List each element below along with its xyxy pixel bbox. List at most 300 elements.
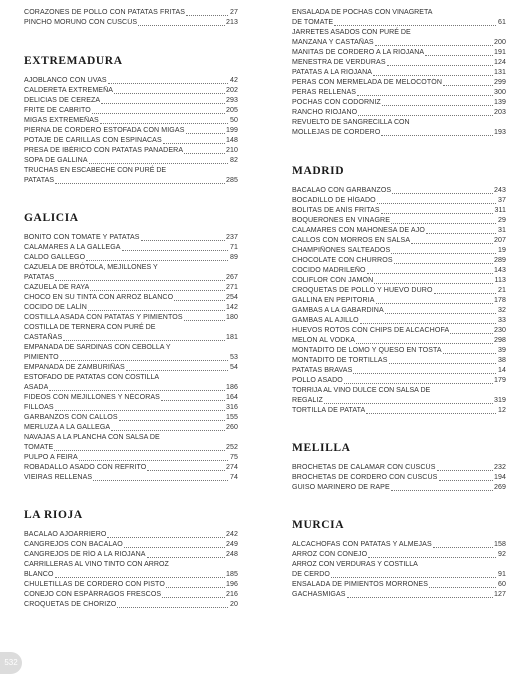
- entry-row: [292, 108, 506, 118]
- entry-title: GACHASMIGAS: [292, 591, 346, 598]
- entry-title: TORTILLA DE PATATA: [292, 407, 366, 414]
- index-entry: [24, 580, 238, 590]
- entry-page-number: 196: [225, 581, 238, 588]
- region-continued: [292, 8, 506, 138]
- entry-page-number: 300: [493, 89, 506, 96]
- index-entry: [292, 118, 506, 138]
- entry-title: BONITO CON TOMATE Y PATATAS: [24, 234, 140, 241]
- index-entry: [24, 253, 238, 263]
- entry-title: BROCHETAS DE CORDERO CON CUSCÚS: [292, 474, 438, 481]
- index-entry: [292, 48, 506, 58]
- dot-leader: [111, 430, 225, 431]
- index-entry: [24, 76, 238, 86]
- entry-page-number: 207: [493, 237, 506, 244]
- region-title: MELILLA: [292, 442, 351, 454]
- dot-leader: [411, 243, 493, 244]
- dot-leader: [324, 403, 493, 404]
- entry-page-number: 186: [225, 384, 238, 391]
- index-entry: [292, 246, 506, 256]
- index-entry: [292, 406, 506, 416]
- entry-title: GAMBAS A LA GABARDINA: [292, 307, 384, 314]
- entry-page-number: 21: [497, 287, 506, 294]
- entry-row: [24, 156, 238, 166]
- entry-title: PINCHO MORUNO CON CUSCÚS: [24, 19, 138, 26]
- entry-row: [292, 128, 506, 138]
- entry-row: [292, 463, 506, 473]
- entry-row: [24, 580, 238, 590]
- entry-page-number: 29: [497, 217, 506, 224]
- entry-row: [292, 483, 506, 493]
- index-entry: [292, 483, 506, 493]
- entry-page-number: 53: [229, 354, 238, 361]
- entry-page-number: 89: [229, 254, 238, 261]
- entry-title: COCIDO MADRILEÑO: [292, 267, 366, 274]
- entry-row: [292, 186, 506, 196]
- entry-title: PERAS CON MERMELADA DE MELOCOTÓN: [292, 79, 443, 86]
- dot-leader: [344, 383, 493, 384]
- dot-leader: [126, 370, 228, 371]
- entry-row: [24, 116, 238, 126]
- entry-title: BROCHETAS DE CALAMAR CON CUSCÚS: [292, 464, 436, 471]
- index-entry: [292, 226, 506, 236]
- index-entry: [24, 550, 238, 560]
- index-entry: [292, 256, 506, 266]
- entry-page-number: 12: [497, 407, 506, 414]
- dot-leader: [147, 557, 225, 558]
- index-entry: [292, 580, 506, 590]
- entry-title-line1: ARROZ CON VERDURAS Y COSTILLA: [292, 561, 418, 568]
- entry-title: CALLOS CON MORROS EN SALSA: [292, 237, 411, 244]
- entry-row: [292, 68, 506, 78]
- entry-row: [24, 146, 238, 156]
- entry-page-number: 254: [225, 294, 238, 301]
- dot-leader: [184, 153, 225, 154]
- entry-row: [292, 206, 506, 216]
- dot-leader: [392, 193, 493, 194]
- entry-page-number: 92: [497, 551, 506, 558]
- index-entry: [292, 78, 506, 88]
- index-entry: [292, 88, 506, 98]
- dot-leader: [381, 213, 494, 214]
- entry-title: RANCHO RIOJANO: [292, 109, 358, 116]
- entry-page-number: 267: [225, 274, 238, 281]
- dot-leader: [377, 203, 496, 204]
- entry-page-number: 127: [493, 591, 506, 598]
- entry-page-number: 20: [229, 601, 238, 608]
- index-entry: [292, 236, 506, 246]
- entry-title-line1: COSTILLA DE TERNERA CON PURÉ DE: [24, 324, 156, 331]
- index-entry: [292, 68, 506, 78]
- entry-row: [24, 590, 238, 600]
- index-entry: [292, 266, 506, 276]
- dot-leader: [117, 607, 228, 608]
- entry-title: AJOBLANCO CON UVAS: [24, 77, 107, 84]
- entry-page-number: 316: [225, 404, 238, 411]
- entry-title: MELÓN AL VODKA: [292, 337, 356, 344]
- dot-leader: [439, 480, 493, 481]
- dot-leader: [166, 587, 225, 588]
- entry-row: [292, 48, 506, 58]
- dot-leader: [93, 480, 228, 481]
- entry-row: [24, 463, 238, 473]
- dot-leader: [334, 25, 496, 26]
- entry-title: GUISO MARINERO DE RAPE: [292, 484, 390, 491]
- index-entry: [24, 166, 238, 186]
- dot-leader: [358, 115, 493, 116]
- entry-title: CORAZONES DE POLLO CON PATATAS FRITAS: [24, 9, 186, 16]
- index-entry: [24, 116, 238, 126]
- entry-title: PATATAS: [24, 177, 55, 184]
- region-title: MURCIA: [292, 519, 345, 531]
- entry-title: FILLOAS: [24, 404, 54, 411]
- dot-leader: [138, 25, 225, 26]
- entry-page-number: 14: [497, 367, 506, 374]
- dot-leader: [385, 313, 496, 314]
- entry-row: [24, 283, 238, 293]
- dot-leader: [368, 557, 496, 558]
- entry-page-number: 210: [225, 147, 238, 154]
- entry-row: [24, 413, 238, 423]
- entry-page-number: 139: [493, 99, 506, 106]
- dot-leader: [357, 95, 493, 96]
- entry-row: [292, 78, 506, 88]
- entry-page-number: 61: [497, 19, 506, 26]
- entry-title: POCHAS CON CODORNIZ: [292, 99, 381, 106]
- entry-page-number: 180: [225, 314, 238, 321]
- index-entry: [24, 303, 238, 313]
- entry-row: [292, 590, 506, 600]
- entry-row: [292, 88, 506, 98]
- entry-row: [24, 473, 238, 483]
- region-title: GALICIA: [24, 212, 79, 224]
- entry-title: PULPO A FEIRA: [24, 454, 78, 461]
- dot-leader: [426, 233, 496, 234]
- index-entry: [292, 356, 506, 366]
- entry-row: [24, 233, 238, 243]
- entry-title: PATATAS: [24, 274, 55, 281]
- entry-row: [292, 326, 506, 336]
- entry-title: CAZUELA DE RAYA: [24, 284, 90, 291]
- index-entry: [24, 540, 238, 550]
- entry-page-number: 293: [225, 97, 238, 104]
- right-column: [292, 8, 506, 626]
- entry-title: BACALAO CON GARBANZOS: [292, 187, 392, 194]
- dot-leader: [55, 280, 225, 281]
- entry-title: BACALAO AJOARRIERO: [24, 531, 107, 538]
- dot-leader: [374, 283, 493, 284]
- dot-leader: [60, 360, 228, 361]
- dot-leader: [55, 577, 225, 578]
- entry-page-number: 319: [493, 397, 506, 404]
- entry-title: BLANCO: [24, 571, 54, 578]
- entry-page-number: 143: [493, 267, 506, 274]
- index-entry: [24, 263, 238, 283]
- entry-title: SOPA DE GALLINA: [24, 157, 88, 164]
- entry-title: ENSALADA DE PIMIENTOS MORRONES: [292, 581, 429, 588]
- index-entry: [24, 423, 238, 433]
- entry-title: CROQUETAS DE CHORIZO: [24, 601, 117, 608]
- entry-page-number: 31: [497, 227, 506, 234]
- entry-row: [24, 423, 238, 433]
- index-entry: [292, 540, 506, 550]
- entry-title: DE TOMATE: [292, 19, 334, 26]
- index-entry: [292, 550, 506, 560]
- index-entry: [292, 286, 506, 296]
- index-entry: [292, 326, 506, 336]
- entry-title: ROBADALLO ASADO CON REFRITO: [24, 464, 147, 471]
- entry-page-number: 131: [493, 69, 506, 76]
- entry-row: [292, 550, 506, 560]
- dot-leader: [90, 290, 224, 291]
- entry-title: ASADA: [24, 384, 49, 391]
- entry-page-number: 230: [493, 327, 506, 334]
- dot-leader: [389, 363, 496, 364]
- entry-title: CHAMPIÑONES SALTEADOS: [292, 247, 391, 254]
- index-entry: [24, 433, 238, 453]
- dot-leader: [443, 85, 493, 86]
- entry-title-line1: JARRETES ASADOS CON PURÉ DE: [292, 29, 411, 36]
- entry-page-number: 82: [229, 157, 238, 164]
- entry-row: [292, 473, 506, 483]
- entry-page-number: 299: [493, 79, 506, 86]
- entry-title: POTAJE DE CARILLAS CON ESPINACAS: [24, 137, 162, 144]
- entry-row: [292, 396, 506, 406]
- entry-page-number: 148: [225, 137, 238, 144]
- entry-title-line1: NAVAJAS A LA PLANCHA CON SALSA DE: [24, 434, 160, 441]
- entry-row: [24, 176, 238, 186]
- entry-page-number: 271: [225, 284, 238, 291]
- dot-leader: [429, 587, 496, 588]
- index-entry: [24, 96, 238, 106]
- dot-leader: [331, 577, 496, 578]
- entry-row: [24, 403, 238, 413]
- entry-row: [24, 333, 238, 343]
- dot-leader: [433, 547, 493, 548]
- entry-row: [292, 346, 506, 356]
- index-entry: [292, 560, 506, 580]
- index-entry: [292, 346, 506, 356]
- entry-title-line1: ESTOFADO DE PATATAS CON COSTILLA: [24, 374, 160, 381]
- entry-title: CANGREJOS CON BACALAO: [24, 541, 123, 548]
- dot-leader: [381, 135, 493, 136]
- index-entry: [292, 336, 506, 346]
- entry-title: CALDERETA EXTREMEÑA: [24, 87, 114, 94]
- entry-page-number: 311: [494, 207, 506, 214]
- entry-row: [292, 246, 506, 256]
- index-entry: [292, 463, 506, 473]
- entry-row: [24, 443, 238, 453]
- entry-page-number: 199: [225, 127, 238, 134]
- entry-page-number: 19: [497, 247, 506, 254]
- entry-title-line1: CAZUELA DE BRÓTOLA, MEJILLONES Y: [24, 264, 158, 271]
- entry-row: [24, 243, 238, 253]
- entry-page-number: 38: [497, 357, 506, 364]
- entry-title: PATATAS A LA RIOJANA: [292, 69, 373, 76]
- entry-title: POLLO ASADO: [292, 377, 343, 384]
- index-entry: [292, 216, 506, 226]
- entry-title: DELICIAS DE CEREZA: [24, 97, 101, 104]
- region-madrid: [292, 165, 506, 416]
- entry-page-number: 75: [229, 454, 238, 461]
- entry-page-number: 194: [493, 474, 506, 481]
- index-entry: [24, 156, 238, 166]
- entry-row: [24, 540, 238, 550]
- entry-page-number: 33: [497, 317, 506, 324]
- entry-page-number: 142: [225, 304, 238, 311]
- entry-title: MENESTRA DE VERDURAS: [292, 59, 386, 66]
- index-entry: [24, 363, 238, 373]
- entry-page-number: 202: [225, 87, 238, 94]
- entry-row: [24, 106, 238, 116]
- dot-leader: [450, 333, 493, 334]
- index-entry: [292, 386, 506, 406]
- entry-title: PATATAS BRAVAS: [292, 367, 353, 374]
- entry-row: [24, 393, 238, 403]
- index-entry: [24, 233, 238, 243]
- entry-row: [292, 286, 506, 296]
- entry-page-number: 60: [497, 581, 506, 588]
- entry-page-number: 260: [225, 424, 238, 431]
- index-entry: [24, 403, 238, 413]
- entry-page-number: 232: [493, 464, 506, 471]
- entry-title-line1: EMPANADA DE SARDINAS CON CEBOLLA Y: [24, 344, 171, 351]
- dot-leader: [184, 320, 225, 321]
- entry-title: GAMBAS AL AJILLO: [292, 317, 359, 324]
- dot-leader: [375, 45, 493, 46]
- dot-leader: [114, 93, 225, 94]
- entry-page-number: 289: [493, 257, 506, 264]
- dot-leader: [391, 490, 493, 491]
- entry-title: CROQUETAS DE POLLO Y HUEVO DURO: [292, 287, 433, 294]
- entry-title: REGALIZ: [292, 397, 323, 404]
- entry-title: MIGAS EXTREMEÑAS: [24, 117, 99, 124]
- entry-title: COCIDO DE LALÍN: [24, 304, 87, 311]
- index-entry: [24, 293, 238, 303]
- entry-title: DE CERDO: [292, 571, 330, 578]
- entry-page-number: 203: [493, 109, 506, 116]
- entry-page-number: 179: [493, 377, 506, 384]
- index-entry: [24, 590, 238, 600]
- entry-title: TOMATE: [24, 444, 54, 451]
- entry-title: MONTADITO DE TORTILLAS: [292, 357, 388, 364]
- entry-title: MANZANA Y CASTAÑAS: [292, 39, 374, 46]
- index-entry: [24, 393, 238, 403]
- entry-row: [24, 453, 238, 463]
- dot-leader: [186, 15, 228, 16]
- index-entry: [24, 86, 238, 96]
- dot-leader: [147, 470, 225, 471]
- entry-title: CHOCOLATE CON CHURROS: [292, 257, 393, 264]
- page-number: 532: [4, 658, 18, 667]
- entry-title: CASTAÑAS: [24, 334, 63, 341]
- dot-leader: [92, 113, 225, 114]
- dot-leader: [55, 410, 225, 411]
- index-entry: [24, 413, 238, 423]
- entry-page-number: 249: [225, 541, 238, 548]
- entry-row: [24, 76, 238, 86]
- entry-page-number: 200: [493, 39, 506, 46]
- entry-title: GARBANZOS CON CALLOS: [24, 414, 118, 421]
- entry-title-line1: REVUELTO DE SANGRECILLA CON: [292, 119, 410, 126]
- entry-title: MONTADITO DE LOMO Y QUESO EN TOSTA: [292, 347, 442, 354]
- dot-leader: [366, 413, 496, 414]
- index-entry: [292, 28, 506, 48]
- entry-title: GALLINA EN PEPITORIA: [292, 297, 375, 304]
- entry-title: MANITAS DE CORDERO A LA RIOJANA: [292, 49, 425, 56]
- entry-row: [24, 570, 238, 580]
- entry-row: [24, 8, 238, 18]
- region-melilla: [292, 442, 506, 493]
- entry-page-number: 181: [225, 334, 238, 341]
- region-murcia: [292, 519, 506, 600]
- entry-page-number: 248: [225, 551, 238, 558]
- entry-page-number: 298: [493, 337, 506, 344]
- entry-page-number: 242: [225, 531, 238, 538]
- entry-title-line1: TORRIJA AL VINO DULCE CON SALSA DE: [292, 387, 431, 394]
- index-entry: [292, 206, 506, 216]
- entry-page-number: 237: [225, 234, 238, 241]
- dot-leader: [49, 390, 225, 391]
- entry-row: [292, 58, 506, 68]
- entry-page-number: 54: [229, 364, 238, 371]
- index-entry: [24, 560, 238, 580]
- entry-row: [292, 376, 506, 386]
- entry-page-number: 185: [225, 571, 238, 578]
- entry-row: [292, 256, 506, 266]
- dot-leader: [124, 547, 225, 548]
- entry-title: HUEVOS ROTOS CON CHIPS DE ALCACHOFA: [292, 327, 450, 334]
- entry-row: [292, 98, 506, 108]
- entry-title: CALAMARES CON MAHONESA DE AJO: [292, 227, 425, 234]
- index-entry: [24, 453, 238, 463]
- entry-page-number: 213: [225, 19, 238, 26]
- dot-leader: [391, 253, 496, 254]
- dot-leader: [101, 103, 225, 104]
- entry-page-number: 155: [225, 414, 238, 421]
- entry-row: [292, 306, 506, 316]
- entry-page-number: 164: [225, 394, 238, 401]
- entry-page-number: 285: [225, 177, 238, 184]
- entry-page-number: 269: [493, 484, 506, 491]
- entry-row: [292, 336, 506, 346]
- entry-row: [292, 570, 506, 580]
- index-entry: [24, 106, 238, 116]
- entry-row: [292, 226, 506, 236]
- dot-leader: [141, 240, 225, 241]
- entry-title: MOLLEJAS DE CORDERO: [292, 129, 381, 136]
- entry-row: [24, 126, 238, 136]
- entry-row: [292, 38, 506, 48]
- entry-title: BOCADILLO DE HÍGADO: [292, 197, 376, 204]
- dot-leader: [360, 323, 496, 324]
- dot-leader: [367, 273, 493, 274]
- entry-row: [24, 253, 238, 263]
- dot-leader: [88, 310, 225, 311]
- entry-title: CANGREJOS DE RÍO A LA RIOJANA: [24, 551, 146, 558]
- entry-row: [24, 273, 238, 283]
- entry-row: [24, 383, 238, 393]
- entry-title: FRITE DE CABRITO: [24, 107, 91, 114]
- entry-page-number: 39: [497, 347, 506, 354]
- entry-page-number: 193: [493, 129, 506, 136]
- index-entry: [24, 283, 238, 293]
- dot-leader: [161, 400, 225, 401]
- dot-leader: [437, 470, 493, 471]
- entry-page-number: 113: [494, 277, 506, 284]
- entry-title: PRESA DE IBÉRICO CON PATATAS PANADERA: [24, 147, 184, 154]
- index-entry: [292, 98, 506, 108]
- index-entry: [292, 108, 506, 118]
